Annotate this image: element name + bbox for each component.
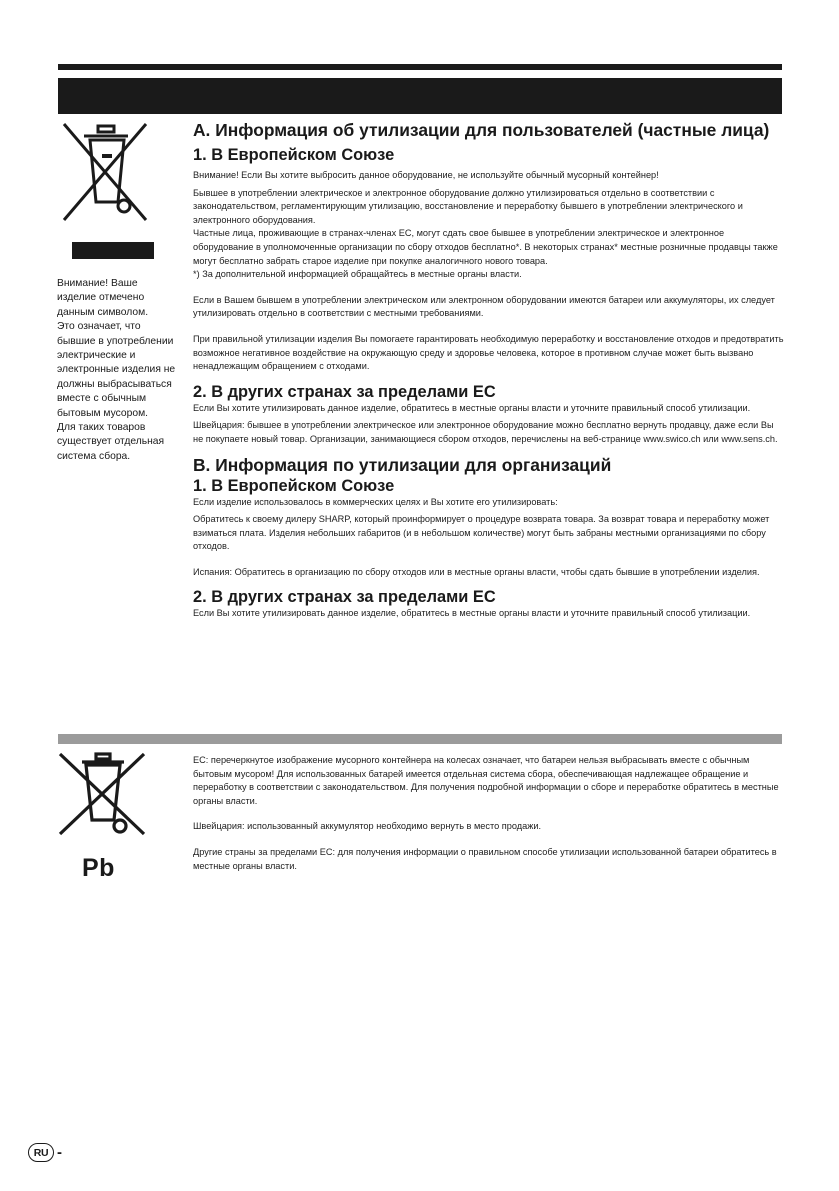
paragraph: Если Вы хотите утилизировать данное изделие, обратитесь в местные органы власти и уточните правильный способ утилизации.	[193, 402, 751, 413]
side-note-line: бывшие в употреблении	[57, 335, 174, 347]
crossed-battery-bin-icon	[54, 750, 150, 838]
section-b-other-heading: 2. В других странах за пределами ЕС	[193, 588, 496, 607]
paragraph: Если изделие использовалось в коммерческих целях и Вы хотите его утилизировать:	[193, 496, 558, 507]
battery-info	[193, 754, 785, 873]
paragraph: Швейцария: использованный аккумулятор необходимо вернуть в место продажи.	[193, 821, 542, 832]
paragraph: Бывшее в употреблении электрическое и электронное оборудование должно утилизироваться отдельно в соответствии с законодательством, регламентирующим утилизацию, восстановление и переработку бывшего в употреблении электрического и электронного оборудования.	[193, 187, 743, 225]
paragraph: Если Вы хотите утилизировать данное изделие, обратитесь в местные органы власти и уточните правильный способ утилизации.	[193, 608, 751, 619]
title-bar	[58, 78, 782, 114]
side-note-line: Это означает, что	[57, 321, 141, 333]
paragraph: Другие страны за пределами ЕС: для получения информации о правильном способе утилизации использованной батареи обратитесь в местные органы власти.	[193, 846, 777, 871]
side-note-line: данным символом.	[57, 306, 149, 318]
section-b-eu-heading: 1. В Европейском Союзе	[193, 476, 395, 495]
side-note-line: изделие отмечено	[57, 292, 145, 304]
lead-symbol-label: Pb	[82, 854, 115, 882]
crossed-bin-icon	[60, 120, 152, 228]
paragraph: Обратитесь к своему дилеру SHARP, который проинформирует о процедуре возврата товара. За возврат товара и переработку может взиматься плата. Изделия небольших габаритов (и в небольшом количестве) могут быть забраны местными организациями по сбору отходов.	[193, 514, 770, 552]
black-bar-label	[72, 242, 154, 259]
section-a-title: A. Информация об утилизации для пользователей (частные лица)	[193, 120, 770, 140]
paragraph: Швейцария: бывшее в употреблении электрическое или электронное оборудование можно бесплатно вернуть продавцу, даже если Вы не покупаете новый товар. Организации, занимающиеся сбором отходов, перечислены на веб-странице www.swico.ch или www.sens.ch.	[193, 420, 778, 444]
side-note-line: Внимание! Ваше	[57, 278, 138, 289]
side-note-line: Для таких товаров	[57, 422, 146, 434]
section-a-eu-heading: 1. В Европейском Союзе	[193, 146, 395, 164]
paragraph: При правильной утилизации изделия Вы помогаете гарантировать необходимую переработку и восстановление отходов и предотвратить возможное негативное воздействие на окружающую среду и здоровье человека, которое в противном случае может быть вызвано ненадлежащим обращением с отходами.	[193, 333, 784, 372]
page-number-dash: -	[57, 1144, 62, 1161]
side-note-line: электрические и	[57, 350, 136, 362]
footnote: *) За дополнительной информацией обращайтесь в местные органы власти.	[193, 269, 522, 280]
paragraph: Внимание! Если Вы хотите выбросить данное оборудование, не используйте обычный мусорный контейнер!	[193, 170, 659, 180]
side-note-line: система сбора.	[57, 450, 131, 462]
paragraph: Испания: Обратитесь в организацию по сбору отходов или в местные органы власти, чтобы сдать бывшие в употреблении изделия.	[193, 566, 760, 577]
side-note-line: бытовым мусором.	[57, 407, 149, 419]
section-b-title: B. Информация по утилизации для организаций	[193, 454, 612, 475]
top-rule	[58, 64, 782, 70]
language-badge: RU	[28, 1143, 54, 1162]
paragraph: Частные лица, проживающие в странах-членах ЕС, могут сдать свое бывшее в употреблении электрическое и электронное оборудование в уполномоченные организации по сбору отходов бесплатно*. В некоторых странах* местные розничные продавцы также могут бесплатно забрать старое изделие при покупке аналогичного нового товара.	[193, 228, 778, 266]
gray-divider	[58, 734, 782, 744]
main-content	[193, 120, 785, 621]
paragraph: Если в Вашем бывшем в употреблении электрическом или электронном оборудовании имеются батареи или аккумуляторы, их следует утилизировать отдельно в соответствии с местными требованиями.	[193, 294, 775, 319]
side-note-line: должны выбрасываться	[57, 378, 172, 390]
page-footer	[28, 1143, 62, 1162]
side-note	[57, 277, 179, 464]
side-note-line: электронные изделия не	[57, 364, 176, 376]
paragraph: ЕС: перечеркнутое изображение мусорного контейнера на колесах означает, что батареи нельзя выбрасывать вместе с обычным бытовым мусором! Для использованных батарей имеется отдельная система сбора, обеспечивающая надлежащее обращение и переработку в соответствии с законодательством. Для получения подробной информации о сборе и переработке обратитесь в местные органы власти.	[193, 755, 779, 806]
section-a-other-heading: 2. В других странах за пределами ЕС	[193, 382, 496, 401]
side-note-line: вместе с обычным	[57, 393, 147, 405]
side-note-line: существует отдельная	[57, 436, 165, 448]
